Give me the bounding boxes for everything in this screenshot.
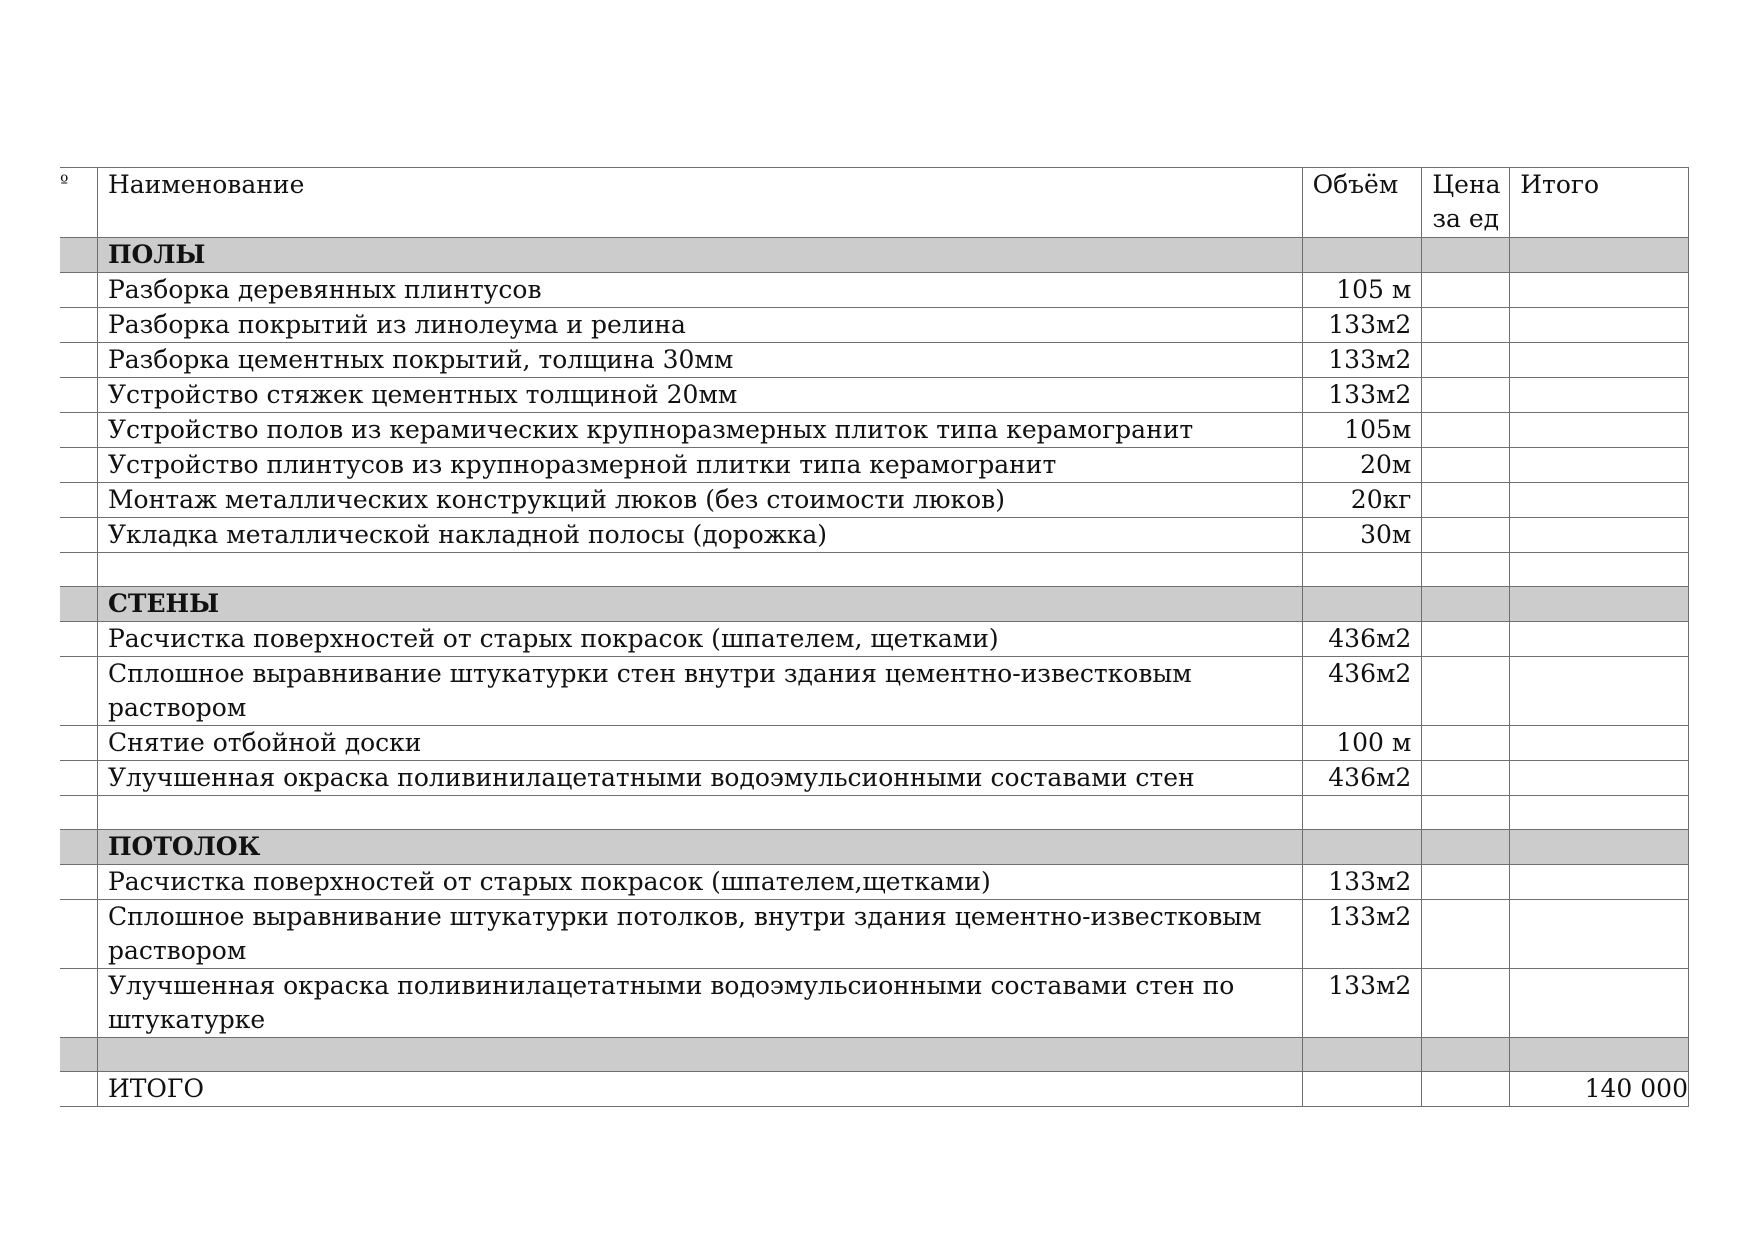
table-row	[60, 413, 1689, 448]
empty-row	[60, 553, 1689, 587]
section-row-floors	[60, 238, 1689, 273]
table-row	[60, 448, 1689, 483]
empty-row	[60, 1038, 1689, 1072]
item-name: Укладка металлической накладной полосы (дорожка)	[97, 518, 1302, 553]
header-price: Цена за ед	[1422, 168, 1510, 238]
table-row	[60, 308, 1689, 343]
table-row	[60, 483, 1689, 518]
section-title: ПОТОЛОК	[97, 830, 1302, 865]
item-name: Монтаж металлических конструкций люков (без стоимости люков)	[97, 483, 1302, 518]
table-row	[60, 657, 1689, 726]
estimate-table	[60, 167, 1689, 1107]
item-name: Расчистка поверхностей от старых покрасок (шпателем,щетками)	[97, 865, 1302, 900]
item-name: Устройство полов из керамических крупноразмерных плиток типа керамогранит	[97, 413, 1302, 448]
item-name: Сплошное выравнивание штукатурки потолков, внутри здания цементно-известковым раствором	[97, 900, 1302, 969]
item-name: Разборка цементных покрытий, толщина 30мм	[97, 343, 1302, 378]
item-volume: 100 м	[1302, 726, 1422, 761]
section-row-walls	[60, 587, 1689, 622]
item-name: Расчистка поверхностей от старых покрасок (шпателем, щетками)	[97, 622, 1302, 657]
empty-row	[60, 796, 1689, 830]
item-volume: 436м2	[1302, 761, 1422, 796]
section-title: ПОЛЫ	[97, 238, 1302, 273]
table-row	[60, 865, 1689, 900]
table-row	[60, 900, 1689, 969]
header-name: Наименование	[97, 168, 1302, 238]
item-name: Улучшенная окраска поливинилацетатными водоэмульсионными составами стен по штукатурке	[97, 969, 1302, 1038]
item-name: Улучшенная окраска поливинилацетатными водоэмульсионными составами стен	[97, 761, 1302, 796]
item-name: Сплошное выравнивание штукатурки стен внутри здания цементно-известковым раствором	[97, 657, 1302, 726]
table-row	[60, 726, 1689, 761]
item-name: Устройство стяжек цементных толщиной 20мм	[97, 378, 1302, 413]
item-volume: 105м	[1302, 413, 1422, 448]
header-total: Итого	[1510, 168, 1689, 238]
total-row	[60, 1072, 1689, 1107]
total-value: 140 000	[1510, 1072, 1689, 1107]
item-volume: 133м2	[1302, 343, 1422, 378]
item-volume: 133м2	[1302, 900, 1422, 969]
item-volume: 133м2	[1302, 865, 1422, 900]
item-volume: 20кг	[1302, 483, 1422, 518]
item-name: Устройство плинтусов из крупноразмерной плитки типа керамогранит	[97, 448, 1302, 483]
item-volume: 30м	[1302, 518, 1422, 553]
estimate-table-viewport	[60, 167, 1689, 1127]
item-volume: 436м2	[1302, 657, 1422, 726]
table-row	[60, 969, 1689, 1038]
item-name: Снятие отбойной доски	[97, 726, 1302, 761]
table-row	[60, 273, 1689, 308]
item-volume: 133м2	[1302, 378, 1422, 413]
table-row	[60, 378, 1689, 413]
item-name: Разборка покрытий из линолеума и релина	[97, 308, 1302, 343]
table-row	[60, 518, 1689, 553]
section-row-ceiling	[60, 830, 1689, 865]
header-volume: Объём	[1302, 168, 1422, 238]
item-volume: 133м2	[1302, 969, 1422, 1038]
item-name: Разборка деревянных плинтусов	[97, 273, 1302, 308]
item-volume: 133м2	[1302, 308, 1422, 343]
item-volume: 105 м	[1302, 273, 1422, 308]
table-row	[60, 761, 1689, 796]
header-number: º	[60, 168, 97, 238]
item-volume: 436м2	[1302, 622, 1422, 657]
table-row	[60, 622, 1689, 657]
table-header-row	[60, 168, 1689, 238]
item-volume: 20м	[1302, 448, 1422, 483]
table-row	[60, 343, 1689, 378]
section-title: СТЕНЫ	[97, 587, 1302, 622]
total-label: ИТОГО	[97, 1072, 1302, 1107]
